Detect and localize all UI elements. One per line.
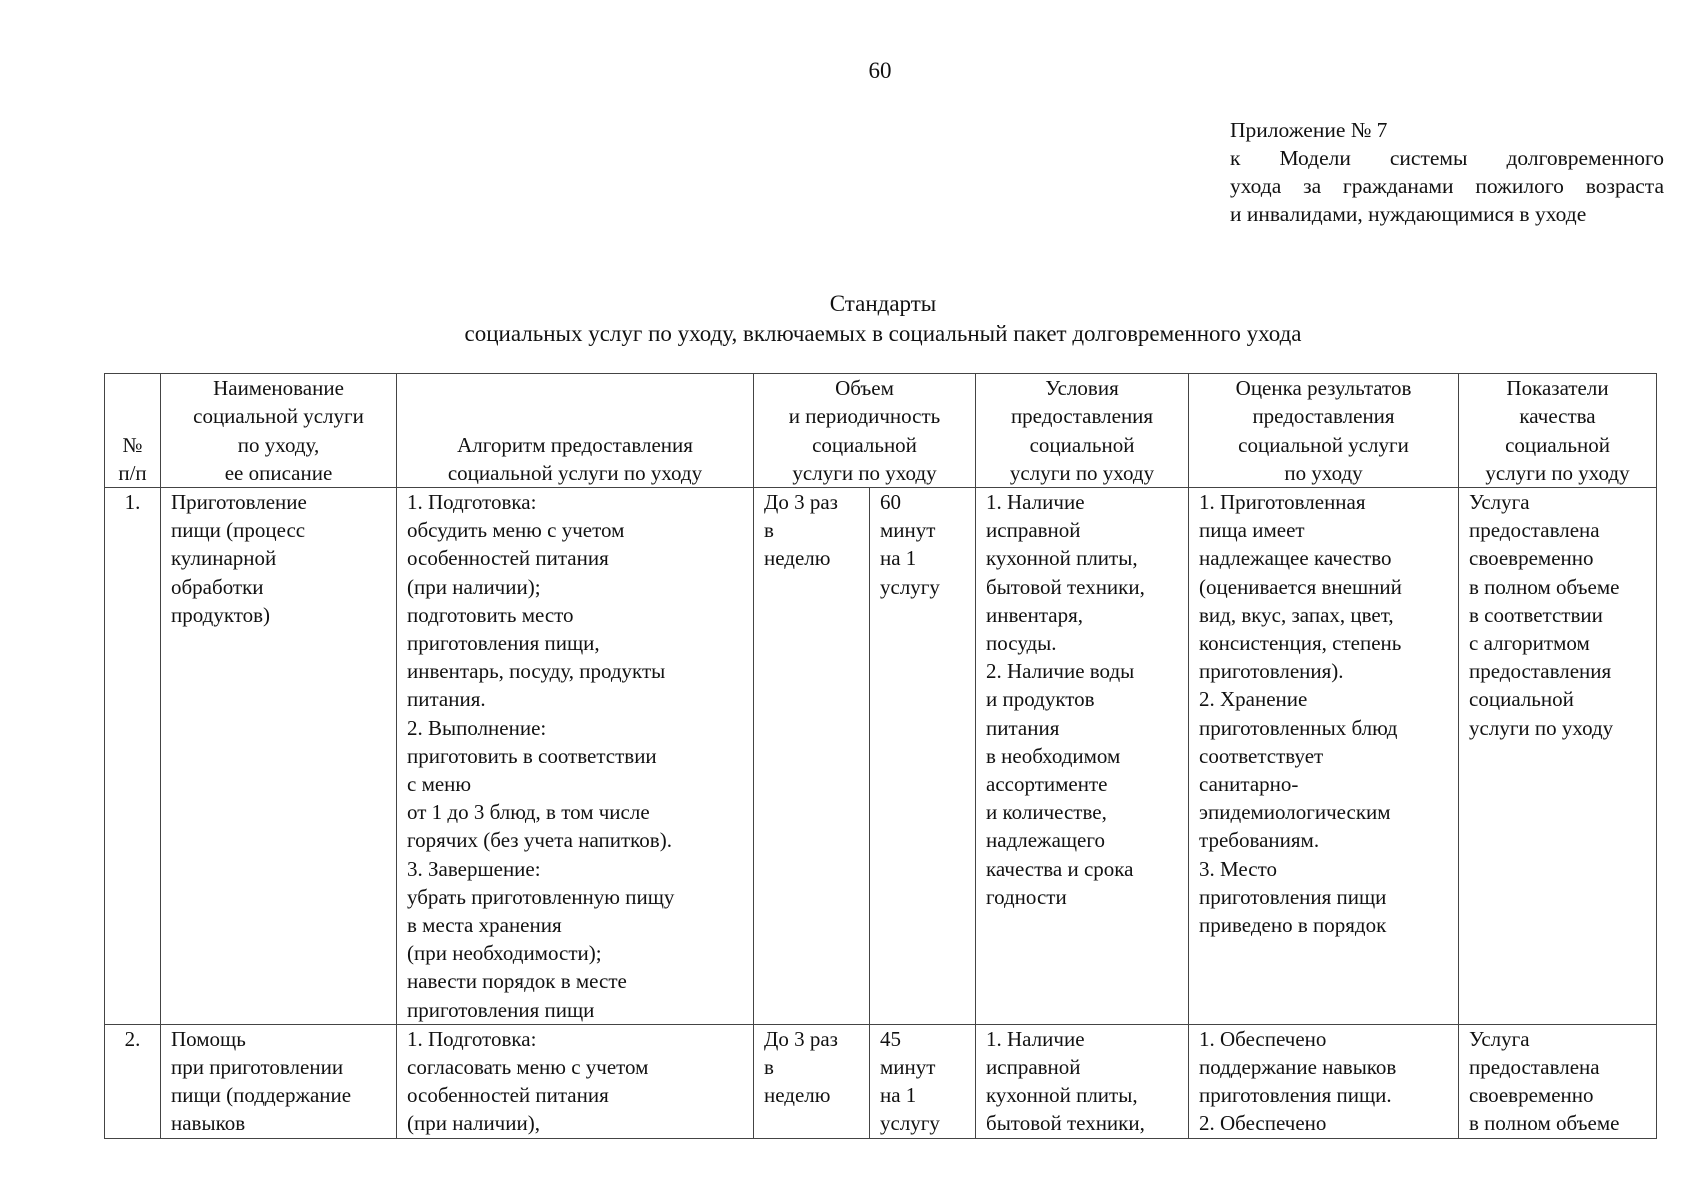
conditions-cell [976,1024,1189,1138]
text-line: консистенция, степень [1199,631,1402,656]
document-title-line-1: Стандарты [829,291,937,316]
text-line: в [764,1055,774,1080]
text-line: 1. Наличие [986,490,1085,514]
header-evaluation [1189,374,1459,488]
appendix-line: ухода за гражданами пожилого возраста [1230,174,1664,198]
table-row [105,1024,1657,1138]
text-line: Приготовление [171,490,307,514]
text-line: 3. Место [1199,856,1277,881]
text-line: от 1 до 3 блюд, в том числе [407,800,650,825]
text-line: До 3 раз [764,490,838,514]
text-line: 2. Выполнение: [407,715,547,740]
header-quality [1459,374,1657,488]
text-line: пищи (процесс [171,518,306,543]
text-line: Услуга [1469,490,1530,514]
text-line: питания. [407,687,486,712]
text-line: 60 [880,490,901,514]
evaluation-cell [1189,488,1459,1025]
text-line: приготовления пищи [407,997,595,1022]
text-line: услуги по уходу [1485,460,1630,485]
text-line: 1. Приготовленная [1199,490,1366,514]
text-line: особенностей питания [407,546,609,571]
text-line: вид, вкус, запах, цвет, [1199,602,1394,627]
text-line: санитарно- [1199,772,1299,797]
text-line: обсудить меню с учетом [407,518,625,543]
text-line: питания [986,715,1060,740]
appendix-block [1230,116,1664,228]
text-line: инвентарь, посуду, продукты [407,659,666,684]
text-line: приготовления пищи, [407,631,600,656]
appendix-line: к Модели системы долговременного [1230,146,1664,170]
text-line: кухонной плиты, [986,546,1138,571]
conditions-cell [976,488,1189,1025]
frequency-cell [754,1024,870,1138]
text-line: инвентаря, [986,602,1084,627]
text-line: и периодичность [788,404,941,429]
text-line: Наименование [213,376,344,401]
table-header-row [105,374,1657,488]
text-line: (при наличии), [407,1111,540,1136]
text-line: кухонной плиты, [986,1083,1138,1108]
text-line: обработки [171,574,264,599]
text-line: минут [880,1055,936,1080]
text-line: надлежащее качество [1199,546,1392,571]
text-line: особенностей питания [407,1083,609,1108]
text-line: при приготовлении [171,1055,344,1080]
text-line: ее описание [224,460,333,485]
text-line: Услуга [1469,1026,1530,1051]
text-line: в места хранения [407,913,562,938]
text-line: эпидемиологическим [1199,800,1391,825]
text-line: по уходу, [237,432,320,457]
text-line: Показатели [1506,376,1609,401]
evaluation-cell [1189,1024,1459,1138]
row-number: 2. [105,1024,161,1138]
text-line: предоставления [1252,404,1395,429]
text-line: исправной [986,518,1081,543]
text-line: поддержание навыков [1199,1055,1397,1080]
text-line: неделю [764,546,831,571]
text-line: согласовать меню с учетом [407,1055,649,1080]
quality-cell [1459,488,1657,1025]
text-line: качества [1519,404,1596,429]
text-line: (при наличии); [407,574,541,599]
text-line: предоставления [1010,404,1154,429]
text-line: своевременно [1469,1083,1594,1108]
text-line: приготовленных блюд [1199,715,1398,740]
text-line: в [764,518,774,543]
duration-cell [870,1024,976,1138]
text-line: услуги по уходу [1469,715,1614,740]
text-line: в полном объеме [1469,574,1620,599]
quality-cell [1459,1024,1657,1138]
text-line: п/п [118,460,147,485]
text-line: надлежащего [986,828,1105,853]
header-service-name [161,374,397,488]
text-line: 45 [880,1026,901,1051]
appendix-title: Приложение № 7 [1230,118,1388,142]
text-line: (оценивается внешний [1199,574,1402,599]
text-line: с алгоритмом [1469,631,1590,656]
text-line: навыков [171,1111,246,1136]
text-line: услугу [880,1111,940,1136]
text-line: приготовления пищи. [1199,1083,1392,1108]
text-line: предоставления [1469,659,1612,684]
text-line: Алгоритм предоставления [457,432,693,457]
frequency-cell [754,488,870,1025]
text-line: социальной услуги [1238,432,1409,457]
text-line: по уходу [1284,460,1363,485]
header-algorithm [397,374,754,488]
text-line: в полном объеме [1469,1111,1620,1136]
standards-table [104,373,1657,1139]
text-line: неделю [764,1083,831,1108]
table-row [105,488,1657,1025]
text-line: 1. Обеспечено [1199,1026,1327,1051]
service-name-cell [161,488,397,1025]
text-line: (при необходимости); [407,941,602,966]
row-number: 1. [105,488,161,1025]
text-line: предоставлена [1469,1055,1600,1080]
algorithm-cell [397,1024,754,1138]
text-line: 2. Обеспечено [1199,1111,1327,1136]
text-line: соответствует [1199,743,1324,768]
text-line: на 1 [880,546,917,571]
document-title-line-2: социальных услуг по уходу, включаемых в социальный пакет долговременного ухода [464,321,1302,346]
text-line: приготовления). [1199,659,1344,684]
text-line: 2. Хранение [1199,687,1308,712]
algorithm-cell [397,488,754,1025]
text-line: убрать приготовленную пищу [407,884,675,909]
text-line: минут [880,518,936,543]
text-line: навести порядок в месте [407,969,627,994]
text-line: в необходимом [986,743,1121,768]
text-line: на 1 [880,1083,917,1108]
text-line: посуды. [986,631,1057,656]
text-line: исправной [986,1055,1081,1080]
page-number: 60 [868,58,892,83]
text-line: приведено в порядок [1199,913,1387,938]
header-number [105,374,161,488]
text-line: До 3 раз [764,1026,838,1051]
text-line: Помощь [171,1026,246,1051]
appendix-line: и инвалидами, нуждающимися в уходе [1230,202,1587,226]
text-line: бытовой техники, [986,1111,1145,1136]
text-line: своевременно [1469,546,1594,571]
service-name-cell [161,1024,397,1138]
text-line: услуги по уходу [1009,460,1155,485]
text-line: 2. Наличие воды [986,659,1135,684]
text-line: с меню [407,772,472,797]
text-line: 1. Наличие [986,1026,1085,1051]
text-line: бытовой техники, [986,574,1145,599]
text-line: качества и срока [986,856,1134,881]
duration-cell [870,488,976,1025]
text-line: требованиям. [1199,828,1320,853]
text-line: 1. Подготовка: [407,1026,537,1051]
text-line: пища имеет [1199,518,1305,543]
text-line: приготовить в соответствии [407,743,657,768]
text-line: социальной [1029,432,1135,457]
text-line: Оценка результатов [1235,376,1412,401]
text-line: и количестве, [986,800,1107,825]
text-line: услуги по уходу [792,460,937,485]
text-line: предоставлена [1469,518,1600,543]
text-line: социальной [812,432,917,457]
text-line: в соответствии [1469,602,1603,627]
document-title [0,289,1698,349]
text-line: социальной [1469,687,1574,712]
text-line: социальной услуги по уходу [447,460,703,485]
text-line: Объем [835,376,894,401]
text-line: пищи (поддержание [171,1083,352,1108]
text-line: и продуктов [986,687,1095,712]
header-conditions [976,374,1189,488]
text-line: № [122,432,143,457]
text-line: 1. Подготовка: [407,490,537,514]
text-line: услугу [880,574,940,599]
text-line: ассортименте [986,772,1108,797]
text-line: социальной [1505,432,1610,457]
header-volume-frequency [754,374,976,488]
text-line: кулинарной [171,546,277,571]
text-line: продуктов) [171,602,271,627]
text-line: годности [986,884,1067,909]
text-line: приготовления пищи [1199,884,1387,909]
text-line: подготовить место [407,602,574,627]
text-line: социальной услуги [193,404,364,429]
text-line: 3. Завершение: [407,856,541,881]
text-line: горячих (без учета напитков). [407,828,672,853]
text-line: Условия [1045,376,1119,401]
